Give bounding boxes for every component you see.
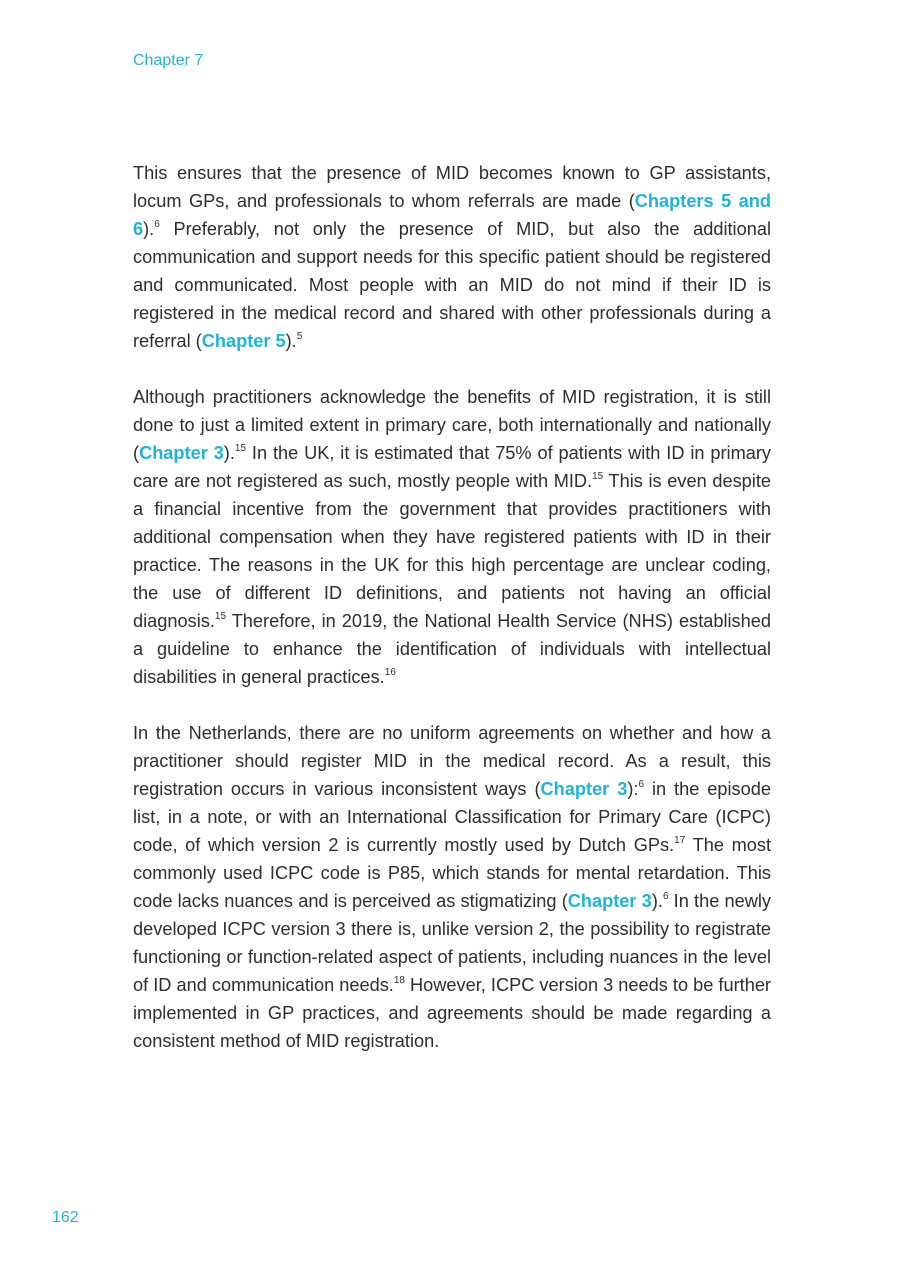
citation-superscript: 15	[592, 470, 604, 482]
paragraph-2	[133, 383, 771, 691]
paragraph-text: In the UK, it is estimated that 75% of patients with ID in primary care are not registered as such, mostly people with MID.	[133, 443, 772, 491]
paragraph-text: This ensures that the presence of MID becomes known to GP assistants, locum GPs, and professionals to whom referrals are made (	[133, 163, 771, 211]
page-number: 162	[52, 1209, 79, 1226]
paragraph-text: ).	[143, 219, 155, 239]
chapter-reference-link[interactable]: Chapters 5 and 6	[133, 191, 771, 239]
paragraph-text: ).	[285, 331, 297, 351]
paragraph-text: ).	[651, 891, 663, 911]
paragraph-text: Although practitioners acknowledge the benefits of MID registration, it is still done to just a limited extent in primary care, both internationally and nationally (	[133, 387, 771, 463]
chapter-reference-link[interactable]: Chapter 3	[139, 443, 224, 463]
body-text	[133, 159, 771, 1083]
paragraph-text: This is even despite a financial incentive from the government that provides practitioners with additional compensation when they have registered patients with ID in their practice. The reasons in the UK for this high percentage are unclear coding, the use of different ID definitions, and patients not having an official diagnosis.	[133, 471, 771, 631]
chapter-reference-link[interactable]: Chapter 5	[201, 331, 286, 351]
citation-superscript: 18	[393, 974, 405, 986]
paragraph-text: ):	[627, 779, 639, 799]
citation-superscript: 15	[234, 442, 247, 454]
paragraph-text: ).	[223, 443, 235, 463]
chapter-reference-link[interactable]: Chapter 3	[540, 779, 628, 799]
citation-superscript: 6	[662, 890, 669, 902]
paragraph-text: in the episode list, in a note, or with an International Classification for Primary Care (ICPC) code, of which version 2 is currently mostly used by Dutch GPs.	[133, 779, 771, 855]
paragraph-3	[133, 719, 771, 1055]
paragraph-text: Preferably, not only the presence of MID, but also the additional communication and support needs for this specific patient should be registered and communicated. Most people with an MID do not mind if their ID is registered in the medical record and shared with other professionals during a referral (	[133, 219, 771, 351]
paragraph-text: Therefore, in 2019, the National Health Service (NHS) established a guideline to enhance the identification of individuals with intellectual disabilities in general practices.	[133, 611, 771, 687]
paragraph-text: In the newly developed ICPC version 3 there is, unlike version 2, the possibility to registrate functioning or function-related aspect of patients, including nuances in the level of ID and communication needs.	[133, 891, 772, 995]
citation-superscript: 6	[638, 778, 645, 790]
paragraph-text: However, ICPC version 3 needs to be further implemented in GP practices, and agreements should be made regarding a consistent method of MID registration.	[133, 975, 771, 1051]
running-header-chapter: Chapter 7	[133, 52, 204, 69]
citation-superscript: 5	[296, 330, 303, 342]
chapter-reference-link[interactable]: Chapter 3	[567, 891, 652, 911]
paragraph-1	[133, 159, 771, 355]
citation-superscript: 17	[674, 834, 686, 846]
citation-superscript: 6	[154, 218, 160, 230]
citation-superscript: 15	[214, 610, 227, 622]
citation-superscript: 16	[384, 666, 396, 678]
paragraph-text: In the Netherlands, there are no uniform agreements on whether and how a practitioner should register MID in the medical record. As a result, this registration occurs in various inconsistent ways (	[133, 723, 771, 799]
paragraph-text: The most commonly used ICPC code is P85, which stands for mental retardation. This code lacks nuances and is perceived as stigmatizing (	[133, 835, 772, 911]
